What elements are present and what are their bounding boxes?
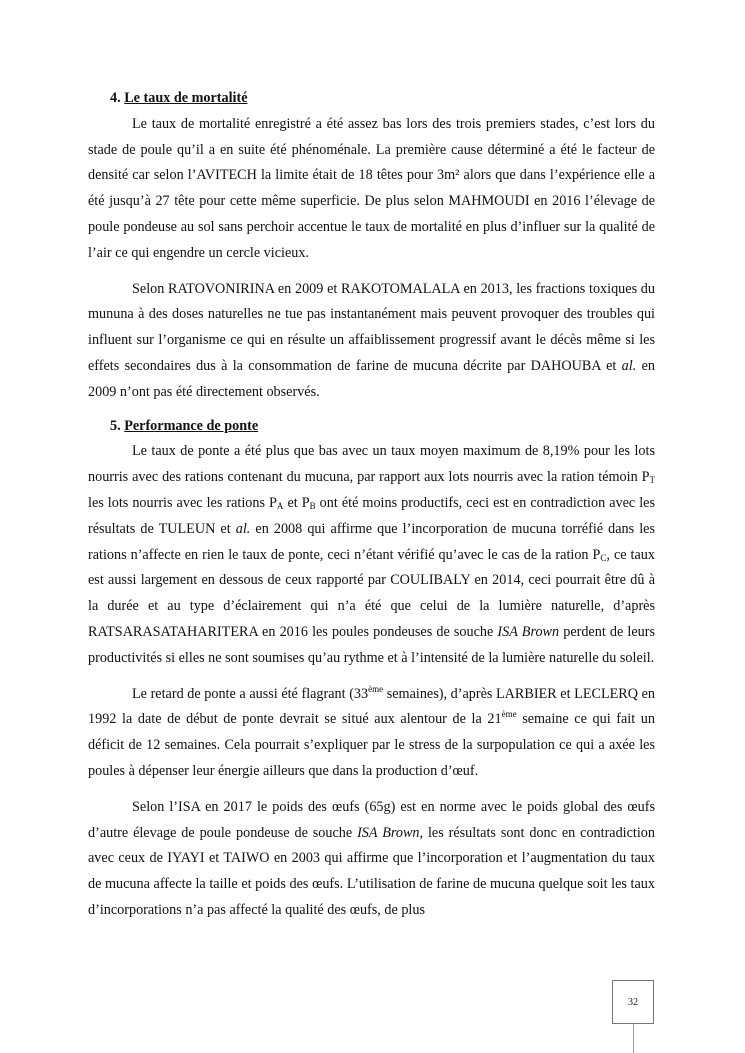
- text-run: en 2008 qui affirme que l’incorporation de mucuna torréfié dans les rations n’affecte en rien le taux de ponte, ceci n’étant vérifié qu’avec le cas de la ration P: [88, 520, 655, 563]
- text-run: , ce taux est aussi largement en dessous de ceux rapporté par COULIBALY en 2014, ceci pourrait être dû à la durée et au type d’éclairement qui n’a été que celui de la lumière naturelle, d’après RATSARASATAHARITERA en 2016 les poules pondeuses de souche: [88, 546, 655, 640]
- text-run: en 2009 n’ont pas été directement observés.: [88, 357, 655, 400]
- text-run: Le retard de ponte a aussi été flagrant (33: [132, 685, 369, 702]
- superscript: ème: [501, 709, 517, 720]
- text-run: ont été moins productifs, ceci est en contradiction avec les résultats de TULEUN et: [88, 494, 655, 537]
- page-content: [88, 86, 655, 924]
- page-number: 32: [612, 980, 654, 1024]
- paragraph-mortality-1: Le taux de mortalité enregistré a été assez bas lors des trois premiers stades, c’est lors du stade de poule qu’il a en suite été phénoménale. La première cause déterminé a été le facteur de densité car selon l’AVITECH la limite était de 18 têtes pour 3m² alors que dans l’expérience elle a été jusqu’à 27 tête pour cette même superficie. De plus selon MAHMOUDI en 2016 l’élevage de poule pondeuse au sol sans perchoir accentue le taux de mortalité en plus d’influer sur la qualité de l’air ce qui engendre un cercle vicieux.: [88, 115, 655, 261]
- text-run: Le taux de ponte a été plus que bas avec un taux moyen maximum de 8,19% pour les lots nourris avec des rations contenant du mucuna, par rapport aux lots nourris avec la ration témoin P: [88, 443, 655, 486]
- text-run: et P: [283, 494, 310, 511]
- paragraph-laying-1: [88, 439, 655, 671]
- page-number-divider: [633, 1024, 634, 1053]
- text-run: les lots nourris avec les rations P: [88, 494, 277, 511]
- paragraph-laying-2: [88, 682, 655, 785]
- subscript: C: [600, 552, 607, 563]
- section-number: 5.: [110, 417, 121, 434]
- subscript: A: [276, 500, 284, 511]
- subscript: T: [649, 475, 655, 486]
- superscript: ème: [368, 683, 384, 694]
- italic-run: ISA Brown: [497, 623, 560, 640]
- paragraph-mortality-2: [88, 277, 655, 406]
- text-run: perdent de leurs productivités si elles ne sont soumises qu’au rythme et à l’intensité de la lumière naturelle du soleil.: [88, 623, 655, 666]
- text-run: semaines), d’après LARBIER et LECLERQ en 1992 la date de début de ponte devrait se situé aux alentour de la 21: [88, 685, 656, 728]
- section-title: Performance de ponte: [124, 417, 259, 434]
- text-run: semaine ce qui fait un déficit de 12 semaines. Cela pourrait s’expliquer par le stress de la surpopulation ce qui a axée les poules à dépenser leur énergie ailleurs que dans la production d’œuf.: [88, 711, 655, 779]
- section-number: 4.: [110, 90, 121, 106]
- section-heading-mortality: [110, 86, 655, 112]
- text-run: Selon RATOVONIRINA en 2009 et RAKOTOMALALA en 2013, les fractions toxiques du mununa à des doses naturelles ne tue pas instantanément mais peuvent provoquer des troubles qui influent sur l’organisme ce qui en résulte un affaiblissement progressif avant le décès même si les effets secondaires dus à la consommation de farine de mucuna décrite par DAHOUBA et: [88, 280, 655, 374]
- text-run: , les résultats sont donc en contradiction avec ceux de IYAYI et TAIWO en 2003 qui affirme que l’incorporation et l’augmentation du taux de mucuna affecte la taille et poids des œufs. L’utilisation de farine de mucuna quelque soit les taux d’incorporations n’a pas affecté la qualité des œufs, de plus: [88, 824, 655, 918]
- italic-run: ISA Brown: [357, 824, 420, 841]
- italic-run: al.: [621, 357, 637, 374]
- paragraph-laying-3: [88, 795, 655, 924]
- subscript: B: [309, 500, 316, 511]
- text-run: Selon l’ISA en 2017 le poids des œufs (65g) est en norme avec le poids global des œufs d’autre élevage de poule pondeuse de souche: [88, 798, 655, 841]
- italic-run: al.: [235, 520, 251, 537]
- section-title: Le taux de mortalité: [124, 90, 248, 106]
- section-heading-laying: [110, 414, 655, 440]
